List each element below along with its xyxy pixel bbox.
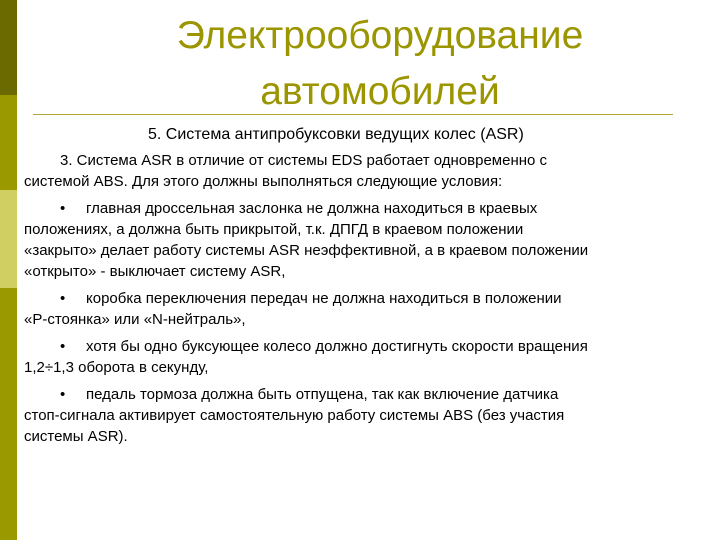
side-bar-segment xyxy=(0,0,17,95)
slide-body xyxy=(24,150,714,453)
side-bar-segment xyxy=(0,95,17,190)
bullet-text-line: главная дроссельная заслонка не должна находиться в краевых xyxy=(86,200,538,217)
bullet-icon: • xyxy=(60,338,66,355)
bullet-text-line: педаль тормоза должна быть отпущена, так как включение датчика xyxy=(86,386,559,403)
bullet-icon: • xyxy=(60,386,66,403)
bullet-text-line: положениях, а должна быть прикрытой, т.к. ДПГД в краевом положении xyxy=(24,221,524,238)
slide-title xyxy=(30,8,720,120)
side-bar-segment xyxy=(0,288,17,540)
bullet-text-line: системы ASR). xyxy=(24,428,128,445)
bullet-text-line: коробка переключения передач не должна находиться в положении xyxy=(86,290,562,307)
slide-title-line: автомобилей xyxy=(260,70,500,113)
bullet-text-line: «закрыто» делает работу системы ASR неэффективной, а в краевом положении xyxy=(24,242,589,259)
bullet-text-line: «P-стоянка» или «N-нейтраль», xyxy=(24,311,246,328)
intro-line: системой ABS. Для этого должны выполняться следующие условия: xyxy=(24,173,503,190)
side-bar-segment xyxy=(0,190,17,288)
intro-line: 3. Система ASR в отличие от системы EDS работает одновременно с xyxy=(60,152,548,169)
bullet-item xyxy=(24,198,714,282)
bullet-text-line: стоп-сигнала активирует самостоятельную работу системы ABS (без участия xyxy=(24,407,565,424)
bullet-icon: • xyxy=(60,200,66,217)
bullet-icon: • xyxy=(60,290,66,307)
bullet-item xyxy=(24,336,714,378)
title-divider xyxy=(33,114,673,115)
bullet-text-line: хотя бы одно буксующее колесо должно достигнуть скорости вращения xyxy=(86,338,588,355)
section-heading: 5. Система антипробуксовки ведущих колес (ASR) xyxy=(148,126,524,143)
bullet-item xyxy=(24,384,714,447)
intro-paragraph xyxy=(24,150,714,192)
bullet-item xyxy=(24,288,714,330)
slide-title-line: Электрооборудование xyxy=(176,14,584,57)
bullet-text-line: 1,2÷1,3 оборота в секунду, xyxy=(24,359,209,376)
bullet-text-line: «открыто» - выключает систему ASR, xyxy=(24,263,286,280)
